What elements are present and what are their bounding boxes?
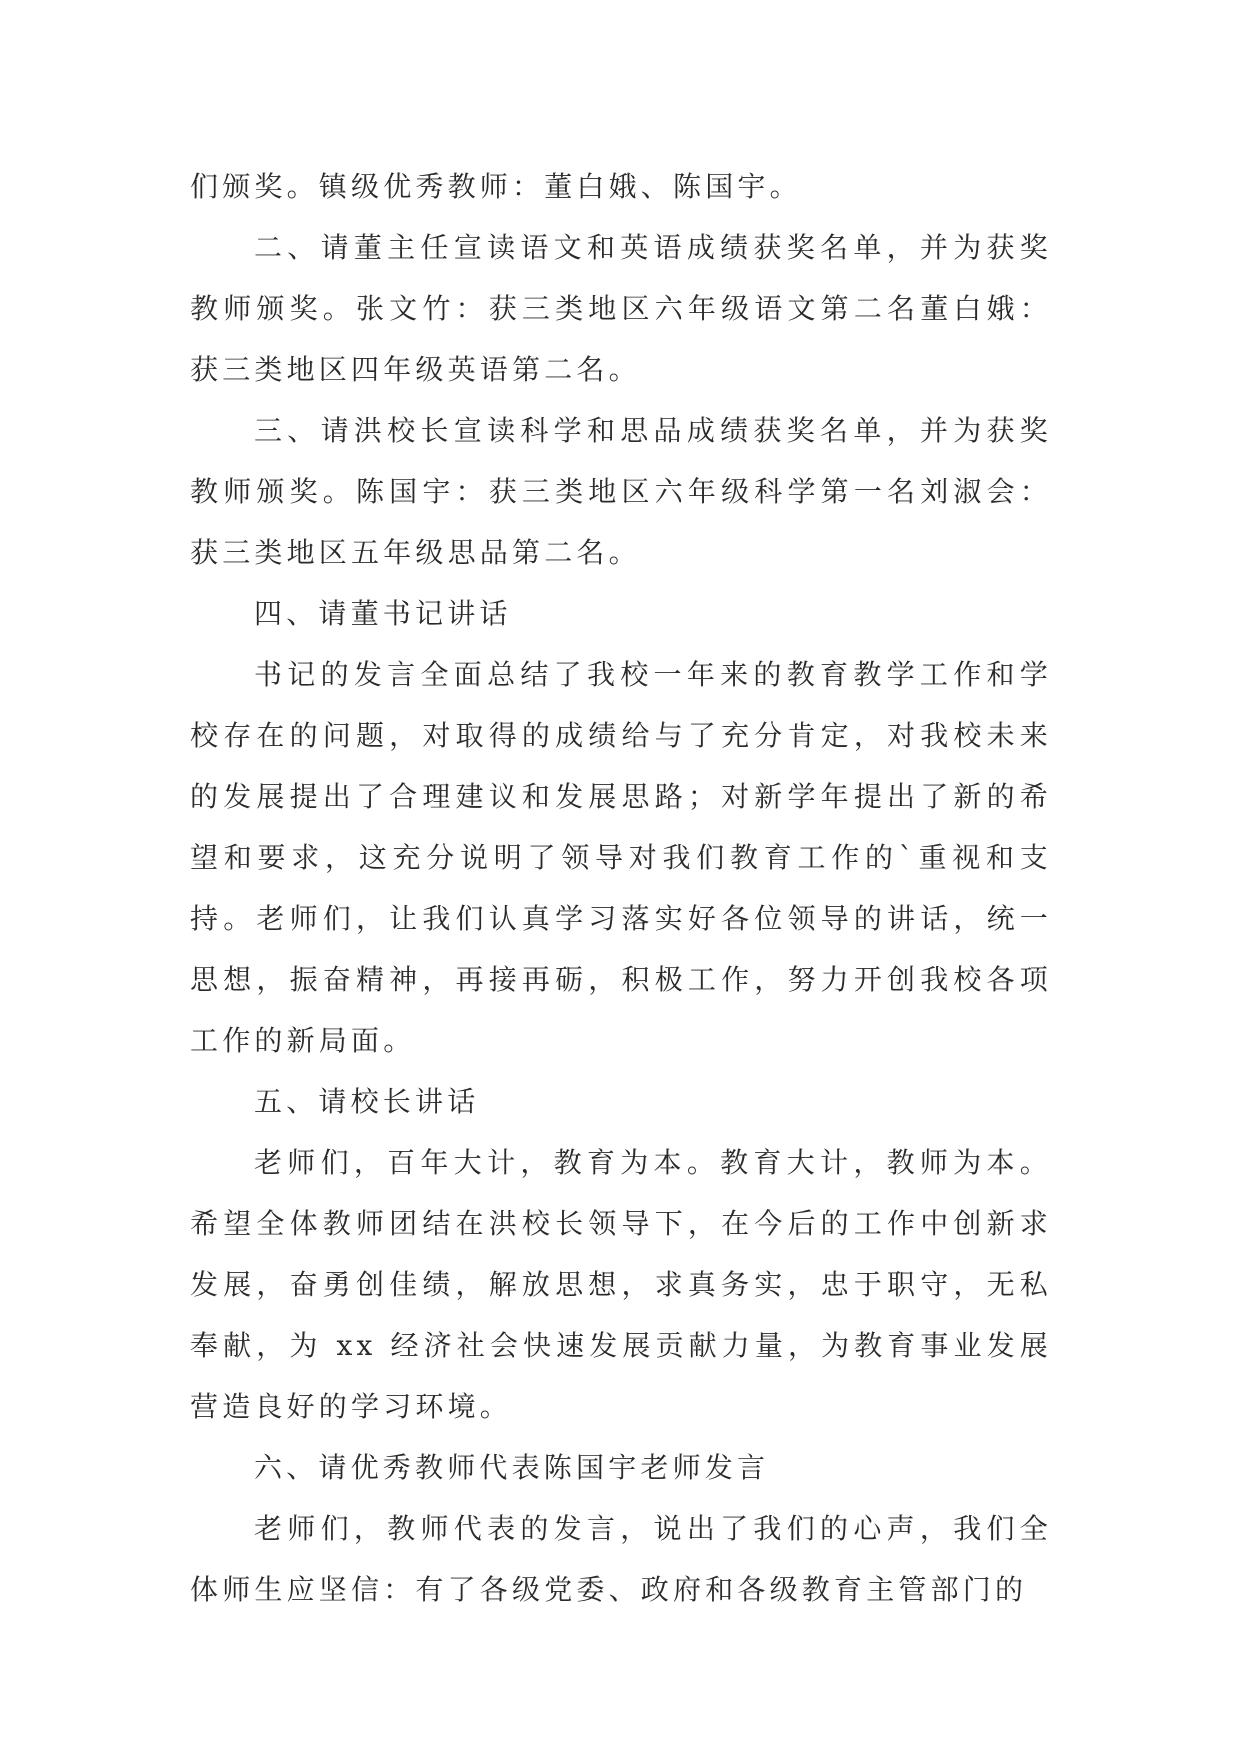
paragraph-principal-speech: 老师们，百年大计，教育为本。教育大计，教师为本。希望全体教师团结在洪校长领导下，在今后的工作中创新求发展，奋勇创佳绩，解放思想，求真务实，忠于职守，无私奉献，为 xx 经济社会快速发展贡献力量，为教育事业发展营造良好的学习环境。 [190, 1146, 1052, 1423]
paragraph-item-three: 三、请洪校长宣读科学和思品成绩获奖名单，并为获奖教师颁奖。陈国宇：获三类地区六年级科学第一名刘淑会：获三类地区五年级思品第二名。 [190, 414, 1052, 569]
document-body [190, 156, 1052, 1620]
paragraph-secretary-speech: 书记的发言全面总结了我校一年来的教育教学工作和学校存在的问题，对取得的成绩给与了充分肯定，对我校未来的发展提出了合理建议和发展思路；对新学年提出了新的希望和要求，这充分说明了领导对我们教育工作的`重视和支持。老师们，让我们认真学习落实好各位领导的讲话，统一思想，振奋精神，再接再砺，积极工作，努力开创我校各项工作的新局面。 [190, 658, 1052, 1057]
paragraph-teacher-representative: 老师们，教师代表的发言，说出了我们的心声，我们全体师生应坚信：有了各级党委、政府和各级教育主管部门的 [190, 1512, 1052, 1606]
paragraph-award-continuation: 们颁奖。镇级优秀教师：董白娥、陈国宇。 [190, 170, 802, 203]
heading-item-six: 六、请优秀教师代表陈国宇老师发言 [254, 1451, 770, 1484]
heading-item-five: 五、请校长讲话 [254, 1085, 480, 1118]
heading-item-four: 四、请董书记讲话 [254, 597, 512, 630]
paragraph-item-two: 二、请董主任宣读语文和英语成绩获奖名单，并为获奖教师颁奖。张文竹：获三类地区六年级语文第二名董白娥：获三类地区四年级英语第二名。 [190, 231, 1052, 386]
